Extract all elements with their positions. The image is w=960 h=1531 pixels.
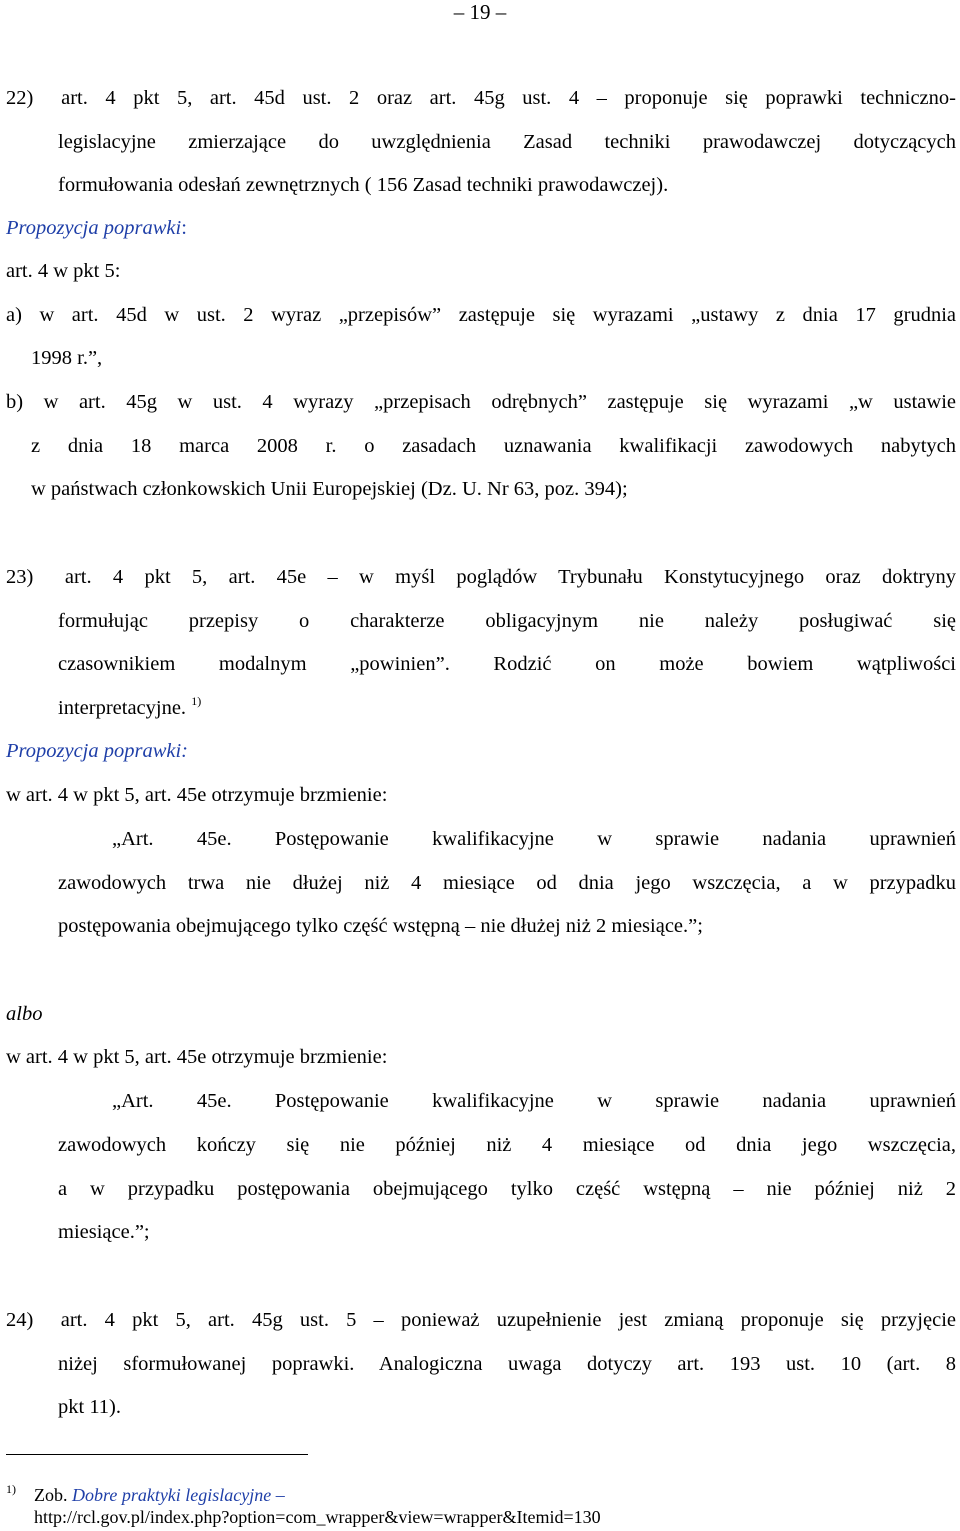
item-22-line-1: 22) art. 4 pkt 5, art. 45d ust. 2 oraz art. 45g ust. 4 – proponuje się poprawki techniczno- xyxy=(6,87,956,109)
item-22-line-2: legislacyjne zmierzające do uwzględnienia Zasad techniki prawodawczej dotyczących xyxy=(58,131,956,153)
albo-label: albo xyxy=(6,1003,43,1025)
item-23-intro-2: w art. 4 w pkt 5, art. 45e otrzymuje brzmienie: xyxy=(6,1046,388,1068)
quote-2-line-3: a w przypadku postępowania obejmującego tylko część wstępną – nie później niż 2 xyxy=(58,1178,956,1200)
item-22-a-line-1: a) w art. 45d w ust. 2 wyraz „przepisów” zastępuje się wyrazami „ustawy z dnia 17 grudnia xyxy=(6,304,956,326)
item-23-line-1: 23) art. 4 pkt 5, art. 45e – w myśl poglądów Trybunału Konstytucyjnego oraz doktryny xyxy=(6,566,956,588)
footnote-title: Dobre praktyki legislacyjne – xyxy=(72,1485,285,1505)
page-number: – 19 – xyxy=(453,0,507,24)
proposal-heading-1 xyxy=(6,216,187,240)
footnote-line-1 xyxy=(34,1484,285,1506)
item-23-line-4 xyxy=(58,696,201,720)
footnote-separator xyxy=(6,1454,308,1455)
item-23-line-3: czasownikiem modalnym „powinien”. Rodzić on może bowiem wątpliwości xyxy=(58,653,956,675)
item-24-line-1: 24) art. 4 pkt 5, art. 45g ust. 5 – ponieważ uzupełnienie jest zmianą proponuje się przyjęcie xyxy=(6,1309,956,1331)
item-22-line-3: formułowania odesłań zewnętrznych ( 156 Zasad techniki prawodawczej). xyxy=(58,174,669,196)
quote-2-line-2: zawodowych kończy się nie później niż 4 miesiące od dnia jego wszczęcia, xyxy=(58,1134,956,1156)
item-23-line-2: formułując przepisy o charakterze obligacyjnym nie należy posługiwać się xyxy=(58,610,956,632)
item-24-line-2: niżej sformułowanej poprawki. Analogiczna uwaga dotyczy art. 193 ust. 10 (art. 8 xyxy=(58,1353,956,1375)
item-23-line-4-text: interpretacyjne. xyxy=(58,697,187,719)
footnote-reference[interactable]: 1) xyxy=(191,694,202,708)
proposal-heading-2: Propozycja poprawki: xyxy=(6,740,189,762)
footnote-prefix: Zob. xyxy=(34,1485,72,1505)
item-22-b-line-2: z dnia 18 marca 2008 r. o zasadach uznawania kwalifikacji zawodowych nabytych xyxy=(31,435,956,457)
quote-2-line-4: miesiące.”; xyxy=(58,1221,150,1243)
quote-1-line-1: „Art. 45e. Postępowanie kwalifikacyjne w sprawie nadania uprawnień xyxy=(112,828,956,850)
item-24-line-3: pkt 11). xyxy=(58,1396,122,1418)
quote-1-line-2: zawodowych trwa nie dłużej niż 4 miesiące od dnia jego wszczęcia, a w przypadku xyxy=(58,872,956,894)
quote-2-line-1: „Art. 45e. Postępowanie kwalifikacyjne w sprawie nadania uprawnień xyxy=(112,1090,956,1112)
proposal-heading-1-text: Propozycja poprawki xyxy=(6,217,182,239)
quote-1-line-3: postępowania obejmującego tylko część wstępną – nie dłużej niż 2 miesiące.”; xyxy=(58,915,703,937)
item-22-b-line-3: w państwach członkowskich Unii Europejskiej (Dz. U. Nr 63, poz. 394); xyxy=(31,478,628,500)
item-22-b-line-1: b) w art. 45g w ust. 4 wyrazy „przepisach odrębnych” zastępuje się wyrazami „w ustawie xyxy=(6,391,956,413)
item-22-a-line-2: 1998 r.”, xyxy=(31,347,103,369)
footnote-url[interactable]: http://rcl.gov.pl/index.php?option=com_wrapper&view=wrapper&Itemid=130 xyxy=(34,1507,601,1527)
item-22-intro: art. 4 w pkt 5: xyxy=(6,260,121,282)
proposal-heading-1-colon: : xyxy=(181,217,187,239)
footnote-mark: 1) xyxy=(6,1482,16,1496)
item-23-intro-1: w art. 4 w pkt 5, art. 45e otrzymuje brzmienie: xyxy=(6,784,388,806)
